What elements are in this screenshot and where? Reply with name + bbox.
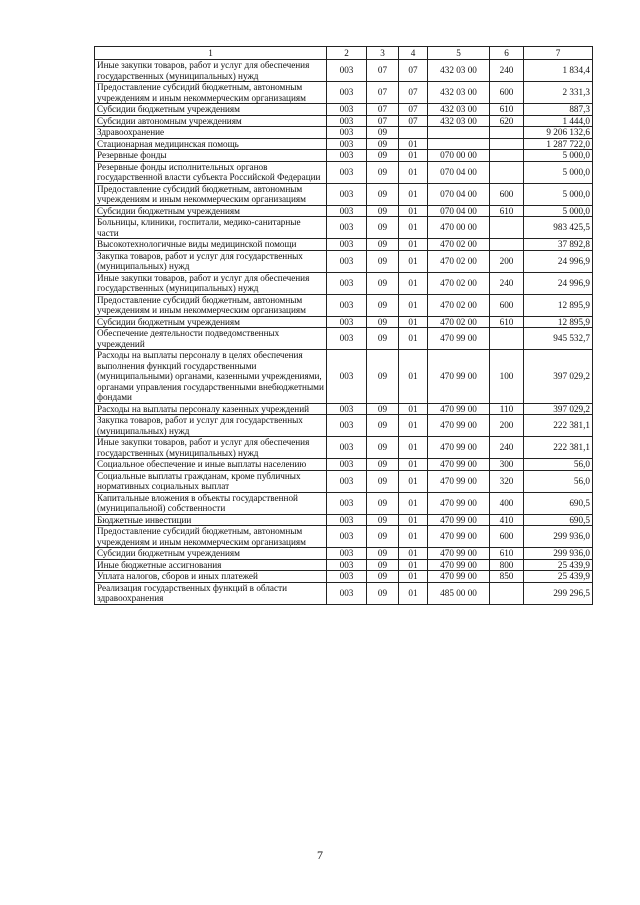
sum-cell: 1 287 722,0 (524, 138, 593, 150)
vr-cell (490, 161, 524, 183)
table-row (95, 470, 593, 492)
rz-cell: 09 (367, 470, 399, 492)
pr-cell: 07 (399, 82, 428, 104)
sum-cell: 983 425,5 (524, 217, 593, 239)
table-row (95, 150, 593, 162)
row-name-cell: Социальные выплаты гражданам, кроме публичных нормативных социальных выплат (95, 470, 327, 492)
vr-cell: 600 (490, 82, 524, 104)
sum-cell: 299 936,0 (524, 526, 593, 548)
rz-cell: 09 (367, 239, 399, 251)
sum-cell: 56,0 (524, 470, 593, 492)
csr-cell: 470 99 00 (428, 328, 490, 350)
csr-cell: 432 03 00 (428, 104, 490, 116)
csr-cell: 470 99 00 (428, 437, 490, 459)
sum-cell: 222 381,1 (524, 415, 593, 437)
rz-cell: 09 (367, 316, 399, 328)
row-name-cell: Закупка товаров, работ и услуг для государственных (муниципальных) нужд (95, 250, 327, 272)
column-header: 4 (399, 47, 428, 60)
grbs-cell: 003 (327, 582, 367, 604)
table-row (95, 548, 593, 560)
pr-cell: 01 (399, 328, 428, 350)
csr-cell: 470 99 00 (428, 514, 490, 526)
vr-cell (490, 582, 524, 604)
row-name-cell: Предоставление субсидий бюджетным, автономным учреждениям и иным некоммерческим организациям (95, 183, 327, 205)
row-name-cell: Субсидии бюджетным учреждениям (95, 316, 327, 328)
row-name-cell: Уплата налогов, сборов и иных платежей (95, 571, 327, 583)
sum-cell: 397 029,2 (524, 403, 593, 415)
pr-cell (399, 127, 428, 139)
vr-cell: 240 (490, 60, 524, 82)
grbs-cell: 003 (327, 239, 367, 251)
sum-cell: 37 892,8 (524, 239, 593, 251)
sum-cell: 690,5 (524, 492, 593, 514)
vr-cell: 610 (490, 205, 524, 217)
csr-cell: 470 99 00 (428, 548, 490, 560)
csr-cell: 070 04 00 (428, 205, 490, 217)
vr-cell: 800 (490, 559, 524, 571)
grbs-cell: 003 (327, 316, 367, 328)
table-row (95, 60, 593, 82)
row-name-cell: Субсидии бюджетным учреждениям (95, 104, 327, 116)
pr-cell: 01 (399, 403, 428, 415)
sum-cell: 5 000,0 (524, 183, 593, 205)
grbs-cell: 003 (327, 150, 367, 162)
csr-cell: 432 03 00 (428, 115, 490, 127)
table-row (95, 250, 593, 272)
vr-cell: 620 (490, 115, 524, 127)
table-row (95, 350, 593, 404)
pr-cell: 01 (399, 350, 428, 404)
vr-cell (490, 239, 524, 251)
vr-cell: 200 (490, 415, 524, 437)
table-row (95, 526, 593, 548)
column-header: 7 (524, 47, 593, 60)
pr-cell: 01 (399, 470, 428, 492)
pr-cell: 01 (399, 548, 428, 560)
pr-cell: 01 (399, 582, 428, 604)
csr-cell: 485 00 00 (428, 582, 490, 604)
row-name-cell: Закупка товаров, работ и услуг для государственных (муниципальных) нужд (95, 415, 327, 437)
row-name-cell: Здравоохранение (95, 127, 327, 139)
pr-cell: 01 (399, 272, 428, 294)
rz-cell: 09 (367, 571, 399, 583)
sum-cell: 12 895,9 (524, 294, 593, 316)
row-name-cell: Предоставление субсидий бюджетным, автономным учреждениям и иным некоммерческим организациям (95, 294, 327, 316)
pr-cell: 01 (399, 514, 428, 526)
csr-cell: 070 04 00 (428, 183, 490, 205)
vr-cell (490, 328, 524, 350)
rz-cell: 09 (367, 217, 399, 239)
column-header: 2 (327, 47, 367, 60)
sum-cell: 299 936,0 (524, 548, 593, 560)
vr-cell (490, 217, 524, 239)
grbs-cell: 003 (327, 571, 367, 583)
pr-cell: 01 (399, 250, 428, 272)
rz-cell: 09 (367, 415, 399, 437)
pr-cell: 01 (399, 294, 428, 316)
rz-cell: 07 (367, 104, 399, 116)
row-name-cell: Предоставление субсидий бюджетным, автономным учреждениям и иным некоммерческим организациям (95, 526, 327, 548)
sum-cell: 690,5 (524, 514, 593, 526)
csr-cell: 470 02 00 (428, 272, 490, 294)
rz-cell: 09 (367, 294, 399, 316)
vr-cell: 600 (490, 526, 524, 548)
csr-cell: 470 02 00 (428, 316, 490, 328)
grbs-cell: 003 (327, 526, 367, 548)
vr-cell (490, 150, 524, 162)
rz-cell: 09 (367, 138, 399, 150)
rz-cell: 07 (367, 60, 399, 82)
row-name-cell: Предоставление субсидий бюджетным, автономным учреждениям и иным некоммерческим организациям (95, 82, 327, 104)
vr-cell: 100 (490, 350, 524, 404)
vr-cell: 300 (490, 459, 524, 471)
pr-cell: 01 (399, 205, 428, 217)
rz-cell: 07 (367, 82, 399, 104)
pr-cell: 01 (399, 239, 428, 251)
row-name-cell: Иные бюджетные ассигнования (95, 559, 327, 571)
rz-cell: 09 (367, 161, 399, 183)
rz-cell: 09 (367, 437, 399, 459)
vr-cell: 600 (490, 183, 524, 205)
rz-cell: 09 (367, 548, 399, 560)
sum-cell: 5 000,0 (524, 161, 593, 183)
table-row (95, 272, 593, 294)
pr-cell: 01 (399, 571, 428, 583)
grbs-cell: 003 (327, 459, 367, 471)
grbs-cell: 003 (327, 492, 367, 514)
table-row (95, 294, 593, 316)
pr-cell: 01 (399, 459, 428, 471)
pr-cell: 01 (399, 316, 428, 328)
grbs-cell: 003 (327, 548, 367, 560)
sum-cell: 397 029,2 (524, 350, 593, 404)
csr-cell: 470 99 00 (428, 559, 490, 571)
vr-cell: 200 (490, 250, 524, 272)
rz-cell: 09 (367, 150, 399, 162)
vr-cell: 240 (490, 272, 524, 294)
pr-cell: 01 (399, 183, 428, 205)
sum-cell: 2 331,3 (524, 82, 593, 104)
vr-cell: 850 (490, 571, 524, 583)
table-row (95, 459, 593, 471)
table-row (95, 492, 593, 514)
table-row (95, 205, 593, 217)
rz-cell: 09 (367, 183, 399, 205)
row-name-cell: Бюджетные инвестиции (95, 514, 327, 526)
csr-cell: 470 00 00 (428, 217, 490, 239)
grbs-cell: 003 (327, 205, 367, 217)
pr-cell: 01 (399, 437, 428, 459)
rz-cell: 09 (367, 492, 399, 514)
pr-cell: 01 (399, 492, 428, 514)
grbs-cell: 003 (327, 294, 367, 316)
row-name-cell: Субсидии автономным учреждениям (95, 115, 327, 127)
csr-cell: 470 99 00 (428, 571, 490, 583)
csr-cell: 432 03 00 (428, 82, 490, 104)
table-row (95, 415, 593, 437)
sum-cell: 24 996,9 (524, 272, 593, 294)
grbs-cell: 003 (327, 403, 367, 415)
sum-cell: 945 532,7 (524, 328, 593, 350)
table-row (95, 328, 593, 350)
table-row (95, 403, 593, 415)
row-name-cell: Резервные фонды (95, 150, 327, 162)
column-header: 1 (95, 47, 327, 60)
vr-cell: 600 (490, 294, 524, 316)
row-name-cell: Больницы, клиники, госпитали, медико-санитарные части (95, 217, 327, 239)
sum-cell: 24 996,9 (524, 250, 593, 272)
row-name-cell: Высокотехнологичные виды медицинской помощи (95, 239, 327, 251)
rz-cell: 09 (367, 350, 399, 404)
table-row (95, 104, 593, 116)
rz-cell: 09 (367, 205, 399, 217)
csr-cell: 070 00 00 (428, 150, 490, 162)
grbs-cell: 003 (327, 470, 367, 492)
pr-cell: 01 (399, 526, 428, 548)
table-row (95, 127, 593, 139)
csr-cell: 470 99 00 (428, 526, 490, 548)
csr-cell (428, 127, 490, 139)
row-name-cell: Социальное обеспечение и иные выплаты населению (95, 459, 327, 471)
grbs-cell: 003 (327, 559, 367, 571)
sum-cell: 1 444,0 (524, 115, 593, 127)
pr-cell: 07 (399, 60, 428, 82)
table-row (95, 161, 593, 183)
rz-cell: 09 (367, 328, 399, 350)
grbs-cell: 003 (327, 437, 367, 459)
vr-cell: 610 (490, 548, 524, 560)
column-header: 3 (367, 47, 399, 60)
vr-cell: 110 (490, 403, 524, 415)
grbs-cell: 003 (327, 127, 367, 139)
grbs-cell: 003 (327, 217, 367, 239)
pr-cell: 07 (399, 104, 428, 116)
sum-cell: 222 381,1 (524, 437, 593, 459)
grbs-cell: 003 (327, 514, 367, 526)
grbs-cell: 003 (327, 82, 367, 104)
csr-cell: 470 99 00 (428, 459, 490, 471)
rz-cell: 09 (367, 526, 399, 548)
csr-cell: 070 04 00 (428, 161, 490, 183)
row-name-cell: Обеспечение деятельности подведомственных учреждений (95, 328, 327, 350)
rz-cell: 09 (367, 582, 399, 604)
grbs-cell: 003 (327, 161, 367, 183)
vr-cell: 320 (490, 470, 524, 492)
vr-cell: 610 (490, 316, 524, 328)
row-name-cell: Резервные фонды исполнительных органов государственной власти субъекта Российской Федерации (95, 161, 327, 183)
sum-cell: 25 439,9 (524, 559, 593, 571)
pr-cell: 01 (399, 217, 428, 239)
rz-cell: 09 (367, 514, 399, 526)
sum-cell: 1 834,4 (524, 60, 593, 82)
grbs-cell: 003 (327, 350, 367, 404)
table-row (95, 217, 593, 239)
table-row (95, 183, 593, 205)
page-number: 7 (317, 848, 323, 862)
csr-cell: 470 99 00 (428, 350, 490, 404)
sum-cell: 299 296,5 (524, 582, 593, 604)
row-name-cell: Иные закупки товаров, работ и услуг для обеспечения государственных (муниципальных) нужд (95, 60, 327, 82)
table-row (95, 239, 593, 251)
pr-cell: 07 (399, 115, 428, 127)
csr-cell: 470 99 00 (428, 492, 490, 514)
table-header-row (95, 47, 593, 60)
grbs-cell: 003 (327, 272, 367, 294)
row-name-cell: Субсидии бюджетным учреждениям (95, 205, 327, 217)
row-name-cell: Иные закупки товаров, работ и услуг для обеспечения государственных (муниципальных) нужд (95, 272, 327, 294)
sum-cell: 12 895,9 (524, 316, 593, 328)
row-name-cell: Расходы на выплаты персоналу в целях обеспечения выполнения функций государственными (муниципальными) органами, казенными учреждениями, органами управления государственными внебюджетными фондами (95, 350, 327, 404)
vr-cell: 610 (490, 104, 524, 116)
pr-cell: 01 (399, 138, 428, 150)
sum-cell: 887,3 (524, 104, 593, 116)
grbs-cell: 003 (327, 104, 367, 116)
sum-cell: 25 439,9 (524, 571, 593, 583)
grbs-cell: 003 (327, 328, 367, 350)
vr-cell (490, 138, 524, 150)
table-row (95, 571, 593, 583)
rz-cell: 09 (367, 459, 399, 471)
row-name-cell: Стационарная медицинская помощь (95, 138, 327, 150)
rz-cell: 09 (367, 559, 399, 571)
rz-cell: 09 (367, 127, 399, 139)
csr-cell: 470 02 00 (428, 250, 490, 272)
row-name-cell: Реализация государственных функций в области здравоохранения (95, 582, 327, 604)
row-name-cell: Капитальные вложения в объекты государственной (муниципальной) собственности (95, 492, 327, 514)
row-name-cell: Расходы на выплаты персоналу казенных учреждений (95, 403, 327, 415)
grbs-cell: 003 (327, 183, 367, 205)
pr-cell: 01 (399, 150, 428, 162)
table-row (95, 514, 593, 526)
table-row (95, 316, 593, 328)
sum-cell: 5 000,0 (524, 150, 593, 162)
grbs-cell: 003 (327, 60, 367, 82)
sum-cell: 56,0 (524, 459, 593, 471)
rz-cell: 07 (367, 115, 399, 127)
table-row (95, 82, 593, 104)
rz-cell: 09 (367, 250, 399, 272)
grbs-cell: 003 (327, 115, 367, 127)
csr-cell: 470 02 00 (428, 294, 490, 316)
table-body (95, 60, 593, 605)
table-row (95, 582, 593, 604)
csr-cell: 470 99 00 (428, 403, 490, 415)
vr-cell: 410 (490, 514, 524, 526)
pr-cell: 01 (399, 415, 428, 437)
grbs-cell: 003 (327, 415, 367, 437)
pr-cell: 01 (399, 559, 428, 571)
row-name-cell: Субсидии бюджетным учреждениям (95, 548, 327, 560)
table-row (95, 437, 593, 459)
vr-cell: 400 (490, 492, 524, 514)
csr-cell (428, 138, 490, 150)
csr-cell: 470 99 00 (428, 415, 490, 437)
grbs-cell: 003 (327, 250, 367, 272)
column-header: 5 (428, 47, 490, 60)
table-row (95, 559, 593, 571)
csr-cell: 470 99 00 (428, 470, 490, 492)
row-name-cell: Иные закупки товаров, работ и услуг для обеспечения государственных (муниципальных) нужд (95, 437, 327, 459)
rz-cell: 09 (367, 272, 399, 294)
rz-cell: 09 (367, 403, 399, 415)
grbs-cell: 003 (327, 138, 367, 150)
budget-table (94, 46, 593, 605)
sum-cell: 9 206 132,6 (524, 127, 593, 139)
sum-cell: 5 000,0 (524, 205, 593, 217)
column-header: 6 (490, 47, 524, 60)
pr-cell: 01 (399, 161, 428, 183)
csr-cell: 432 03 00 (428, 60, 490, 82)
vr-cell (490, 127, 524, 139)
table-row (95, 115, 593, 127)
csr-cell: 470 02 00 (428, 239, 490, 251)
vr-cell: 240 (490, 437, 524, 459)
table-row (95, 138, 593, 150)
